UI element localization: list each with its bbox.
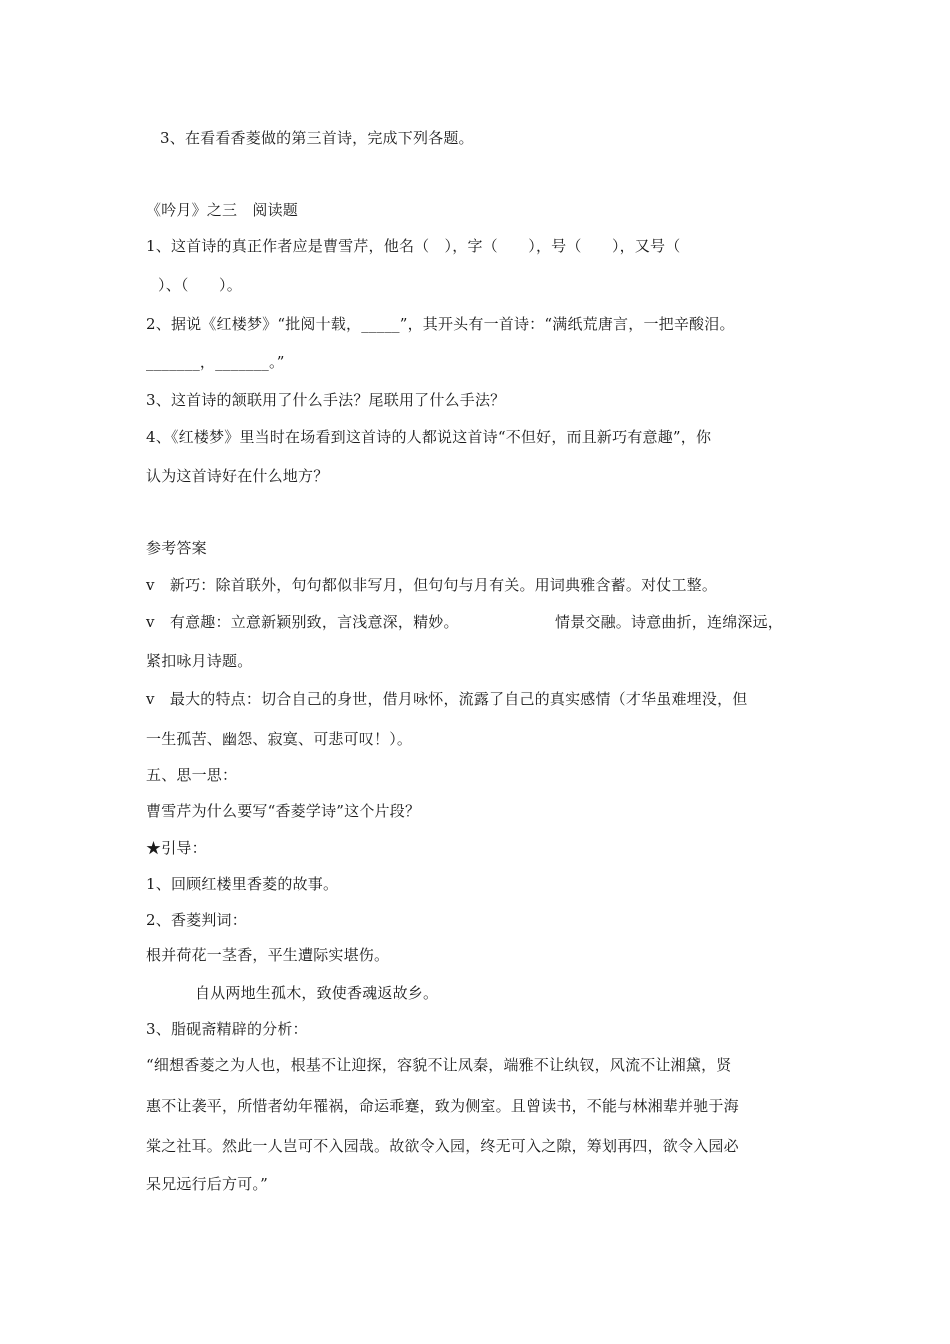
reading-question-1-cont: ）、（ ）。 [158, 276, 242, 294]
reading-question-1: 1、这首诗的真正作者应是曹雪芹，他名（ ），字（ ），号（ ），又号（ [146, 237, 681, 255]
quote-line-2: 惠不让袭平，所惜者幼年罹祸，命运乖蹇，致为侧室。且曾读书，不能与林湘辈并驰于海 [146, 1097, 739, 1115]
section-heading-think: 五、思一思： [146, 766, 238, 784]
quote-line-4: 呆兄远行后方可。” [146, 1175, 268, 1193]
quote-line-1: “细想香菱之为人也，根基不让迎探，容貌不让凤秦，端雅不让纨钗，风流不让湘黛，贤 [146, 1056, 732, 1074]
guide-heading: ★引导： [146, 839, 207, 857]
answer-item-1: v 新巧：除首联外，句句都似非写月，但句句与月有关。用词典雅含蓄。对仗工整。 [146, 576, 718, 594]
section-heading-reading: 《吟月》之三 阅读题 [146, 201, 299, 219]
poem-line-2: 自从两地生孤木，致使香魂返故乡。 [195, 984, 439, 1002]
quote-line-3: 棠之社耳。然此一人岂可不入园哉。故欲令入园，终无可入之隙，筹划再四，欲令入园必 [146, 1137, 739, 1155]
reading-question-4-cont: 认为这首诗好在什么地方？ [146, 467, 329, 485]
guide-item-3: 3、脂砚斋精辟的分析： [146, 1020, 308, 1038]
reading-question-2-cont: _______，_______。” [146, 353, 285, 371]
answer-item-2-b: 情景交融。诗意曲折，连绵深远， [555, 613, 784, 631]
guide-item-1: 1、回顾红楼里香菱的故事。 [146, 875, 339, 893]
answer-item-2-cont: 紧扣咏月诗题。 [146, 652, 253, 670]
think-question: 曹雪芹为什么要写“香菱学诗”这个片段？ [146, 802, 421, 820]
question-3-intro: 3、在看看香菱做的第三首诗，完成下列各题。 [160, 129, 474, 147]
answer-item-3-cont: 一生孤苦、幽怨、寂寞、可悲可叹！）。 [146, 730, 413, 748]
poem-line-1: 根并荷花一茎香，平生遭际实堪伤。 [146, 946, 390, 964]
reading-question-2: 2、据说《红楼梦》“批阅十载，_____”，其开头有一首诗：“满纸荒唐言，一把辛酸泪。 [146, 315, 735, 333]
guide-item-2: 2、香菱判词： [146, 911, 247, 929]
reading-question-3: 3、这首诗的颔联用了什么手法？尾联用了什么手法？ [146, 391, 506, 409]
answer-item-3: v 最大的特点：切合自己的身世，借月咏怀，流露了自己的真实感情（才华虽难埋没，但 [146, 690, 748, 708]
reading-question-4: 4、《红楼梦》里当时在场看到这首诗的人都说这首诗“不但好，而且新巧有意趣”，你 [146, 428, 712, 446]
answer-item-2: v 有意趣：立意新颖别致，言浅意深，精妙。 [146, 613, 459, 631]
answer-heading: 参考答案 [146, 539, 207, 557]
